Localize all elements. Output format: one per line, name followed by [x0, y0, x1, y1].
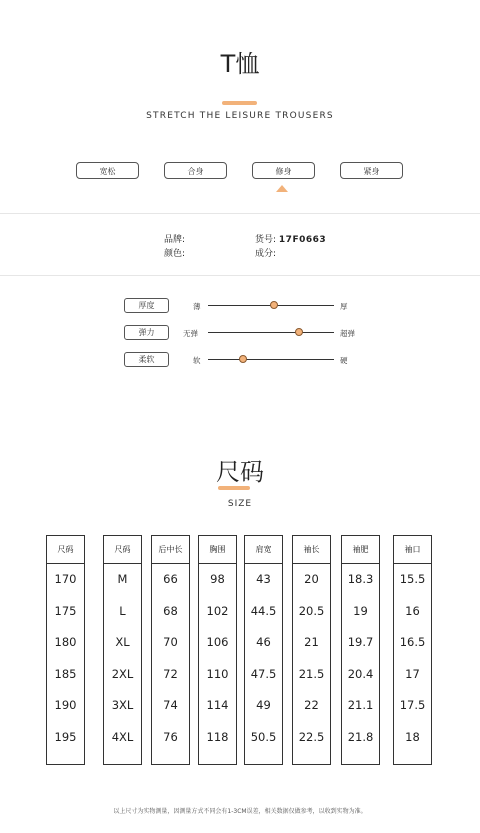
size-table-cell: 18 — [405, 729, 420, 744]
size-table-cell: 17 — [405, 666, 420, 681]
attr-thickness-min: 薄 — [193, 302, 201, 311]
fit-option-regular[interactable]: 合身 — [164, 162, 227, 179]
size-table-cell: 46 — [256, 635, 271, 649]
info-composition — [255, 246, 276, 259]
size-table-cell: 20.5 — [298, 603, 325, 618]
size-table-cell: 114 — [206, 698, 229, 712]
size-table-column — [244, 535, 283, 765]
attr-elasticity-track — [208, 332, 334, 333]
size-table-cell: 17.5 — [399, 698, 426, 712]
brand-label: 品牌: — [164, 235, 186, 245]
size-table-column — [341, 535, 380, 765]
page-title: T恤 — [220, 50, 260, 78]
info-brand — [164, 232, 185, 245]
size-table-cell: 16.5 — [399, 635, 426, 649]
composition-label: 成分: — [255, 249, 277, 259]
fit-option-tight[interactable]: 紧身 — [340, 162, 403, 179]
fit-option-loose[interactable]: 宽松 — [76, 162, 139, 179]
attr-elasticity-min: 无弹 — [183, 329, 198, 338]
attr-softness-label: 柔软 — [124, 352, 169, 367]
size-table-cell: 68 — [163, 603, 178, 618]
attr-elasticity-knob — [295, 328, 303, 336]
size-table-cell: 98 — [210, 572, 225, 586]
size-table-cell: 22 — [304, 698, 319, 712]
size-table-cell: 16 — [405, 603, 420, 618]
size-table-column — [46, 535, 85, 765]
attr-elasticity-max: 超弹 — [340, 329, 355, 338]
size-table-cell: 15.5 — [399, 572, 426, 586]
divider — [0, 213, 480, 214]
size-table-cell: 70 — [163, 635, 178, 649]
size-table-cell: 175 — [54, 603, 77, 618]
size-table-column — [198, 535, 237, 765]
size-table-cell: 43 — [256, 572, 271, 586]
size-table-cell: 21.1 — [347, 698, 374, 712]
attr-softness-knob — [239, 355, 247, 363]
attr-softness-track — [208, 359, 334, 360]
size-table-cell: 118 — [206, 729, 229, 744]
page-subtitle: STRETCH THE LEISURE TROUSERS — [146, 111, 334, 121]
size-table-header: 袖口 — [394, 536, 431, 564]
attr-thickness-knob — [270, 301, 278, 309]
size-table-header: 后中长 — [152, 536, 189, 564]
info-color — [164, 246, 185, 259]
size-table-cell: 20 — [304, 572, 319, 586]
fit-selected-indicator-icon — [276, 185, 288, 192]
attr-thickness-label: 厚度 — [124, 298, 169, 313]
size-table-cell: 72 — [163, 666, 178, 681]
size-table-cell: 102 — [206, 603, 229, 618]
item-no-value: 17F0663 — [278, 235, 327, 245]
color-label: 颜色: — [164, 249, 186, 259]
item-no-label: 货号: — [255, 235, 277, 245]
size-section-title: 尺码 — [216, 458, 264, 486]
size-table-cell: 18.3 — [347, 572, 374, 586]
size-table-column — [292, 535, 331, 765]
info-item-no — [255, 232, 326, 245]
size-table-cell: L — [119, 603, 126, 618]
size-table-cell: 180 — [54, 635, 77, 649]
attr-thickness-max: 厚 — [340, 302, 348, 311]
size-table-header: 尺码 — [47, 536, 84, 564]
size-table-cell: 110 — [206, 666, 229, 681]
size-table-cell: M — [117, 572, 128, 586]
size-table-cell: 185 — [54, 666, 77, 681]
footnote: 以上尺寸为实物测量，因测量方式不同会有1-3CM误差，相关数据仅做参考，以收到实物为准。 — [113, 808, 367, 815]
size-table-cell: 19.7 — [347, 635, 374, 649]
size-table-header: 胸围 — [199, 536, 236, 564]
size-table-cell: 47.5 — [250, 666, 277, 681]
size-section-subtitle: SIZE — [227, 499, 253, 509]
size-table-cell: 20.4 — [347, 666, 374, 681]
size-table-cell: 76 — [163, 729, 178, 744]
size-table-cell: 106 — [206, 635, 229, 649]
size-table-header: 袖肥 — [342, 536, 379, 564]
size-table-cell: 44.5 — [250, 603, 277, 618]
fit-option-slim[interactable]: 修身 — [252, 162, 315, 179]
size-table-cell: 2XL — [111, 666, 134, 681]
size-table-cell: 3XL — [111, 698, 134, 712]
size-table-cell: 190 — [54, 698, 77, 712]
attr-softness-max: 硬 — [340, 356, 348, 365]
size-table-cell: 22.5 — [298, 729, 325, 744]
size-table-header: 肩宽 — [245, 536, 282, 564]
size-table-cell: 21 — [304, 635, 319, 649]
size-accent-bar — [218, 486, 250, 490]
size-table-cell: 50.5 — [250, 729, 277, 744]
size-table-cell: 21.5 — [298, 666, 325, 681]
size-table-cell: XL — [115, 635, 130, 649]
size-table-header: 尺码 — [104, 536, 141, 564]
divider — [0, 275, 480, 276]
size-table-cell: 195 — [54, 729, 77, 744]
size-table-cell: 4XL — [111, 729, 134, 744]
size-table-column — [151, 535, 190, 765]
size-table-cell: 19 — [353, 603, 368, 618]
size-table-header: 袖长 — [293, 536, 330, 564]
size-table-cell: 74 — [163, 698, 178, 712]
size-table-column — [393, 535, 432, 765]
attr-softness-min: 软 — [193, 356, 201, 365]
size-table-cell: 66 — [163, 572, 178, 586]
size-table-cell: 49 — [256, 698, 271, 712]
attr-elasticity-label: 弹力 — [124, 325, 169, 340]
title-accent-bar — [222, 101, 257, 105]
size-table-cell: 21.8 — [347, 729, 374, 744]
size-table-column — [103, 535, 142, 765]
size-table-cell: 170 — [54, 572, 77, 586]
